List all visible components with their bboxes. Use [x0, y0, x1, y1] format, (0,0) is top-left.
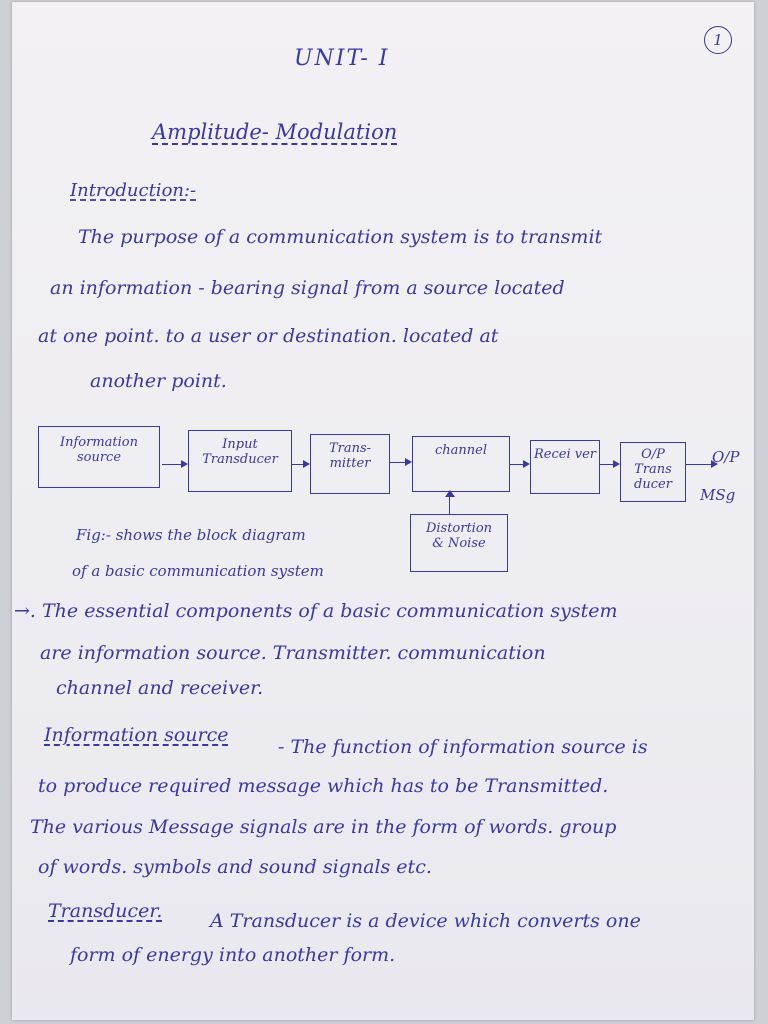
arrow-up-icon — [449, 494, 450, 514]
intro-line: an information - bearing signal from a source located — [50, 277, 565, 299]
transducer-line: form of energy into another form. — [70, 944, 396, 966]
intro-line: at one point. to a user or destination. located at — [38, 325, 499, 347]
arrowhead-up-icon — [445, 490, 455, 497]
essential-line: →. The essential components of a basic communication system — [14, 600, 618, 622]
info-source-line: - The function of information source is — [278, 736, 648, 758]
arrow-right-icon — [162, 464, 186, 465]
figure-caption-line: of a basic communication system — [72, 562, 324, 580]
unit-title: UNIT- I — [294, 46, 390, 71]
info-source-line: to produce required message which has to be Transmitted. — [38, 775, 609, 797]
topic-title: Amplitude- Modulation — [152, 120, 398, 144]
intro-line: another point. — [90, 370, 227, 392]
intro-line: The purpose of a communication system is to transmit — [78, 226, 603, 248]
diagram-block-noise: Distortion & Noise — [410, 514, 508, 572]
info-source-heading: Information source — [44, 724, 229, 746]
intro-heading: Introduction:- — [70, 180, 197, 201]
arrow-right-icon — [390, 462, 410, 463]
notebook-page — [12, 2, 754, 1020]
diagram-block-input-transducer: Input Transducer — [188, 430, 292, 492]
essential-line: are information source. Transmitter. communication — [40, 642, 546, 664]
page-number: 1 — [704, 26, 732, 54]
diagram-block-channel: channel — [412, 436, 510, 492]
arrow-right-icon — [600, 464, 618, 465]
diagram-output-label: O/P — [712, 448, 740, 466]
transducer-heading: Transducer. — [48, 900, 163, 922]
diagram-block-transmitter: Trans- mitter — [310, 434, 390, 494]
arrow-right-icon — [510, 464, 528, 465]
figure-caption-line: Fig:- shows the block diagram — [76, 526, 306, 544]
info-source-line: of words. symbols and sound signals etc. — [38, 856, 432, 878]
diagram-block-receiver: Recei ver — [530, 440, 600, 494]
diagram-output-sub: MSg — [700, 486, 736, 504]
diagram-block-output-transducer: O/P Trans ducer — [620, 442, 686, 502]
diagram-block-information-source: Information source — [38, 426, 160, 488]
arrow-right-icon — [292, 464, 308, 465]
transducer-line: A Transducer is a device which converts one — [210, 910, 641, 932]
essential-line: channel and receiver. — [56, 677, 264, 699]
info-source-line: The various Message signals are in the form of words. group — [30, 816, 617, 838]
